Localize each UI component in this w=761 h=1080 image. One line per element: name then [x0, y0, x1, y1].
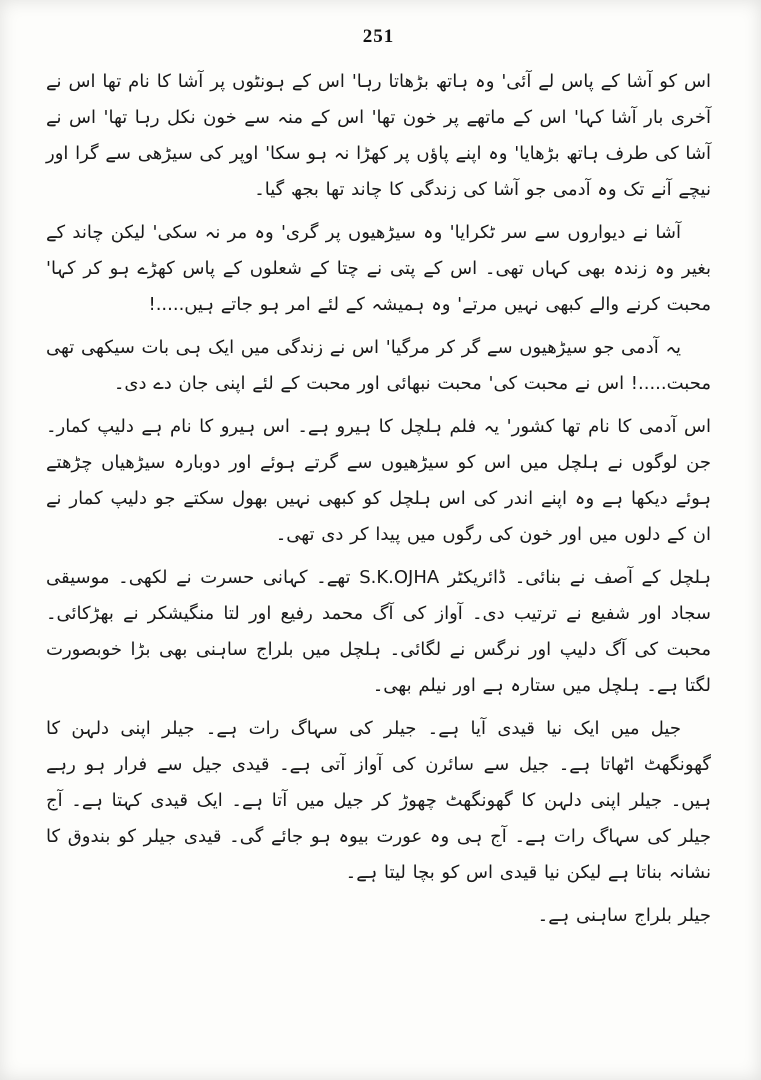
paragraph: ہلچل کے آصف نے بنائی۔ ڈائریکٹر S.K.OJHA تھے۔ کہانی حسرت نے لکھی۔ موسیقی سجاد اور شفیع نے ترتیب دی۔ آواز کی آگ محمد رفیع اور لتا منگیشکر نے بھڑکائی۔ محبت کی آگ دلیپ اور نرگس نے لگائی۔ ہلچل میں بلراج ساہنی بھی بڑا خوبصورت لگتا ہے۔ ہلچل میں ستارہ ہے اور نیلم بھی۔: [46, 567, 712, 696]
text-block: [46, 64, 711, 934]
paragraph: آشا نے دیواروں سے سر ٹکرایا' وہ سیڑھیوں پر گری' وہ مر نہ سکی' لیکن چاند کے بغیر وہ زندہ بھی کہاں تھی۔ اس کے پتی نے چتا کے شعلوں کے پاس کھڑے ہو کر کہا' محبت کرنے والے کبھی نہیں مرتے' وہ ہمیشہ کے لئے امر ہو جاتے ہیں.....!: [46, 222, 711, 315]
page-number: 251: [362, 26, 395, 47]
paragraph: اس آدمی کا نام تھا کشور' یہ فلم ہلچل کا ہیرو ہے۔ اس ہیرو کا نام ہے دلیپ کمار۔ جن لوگوں نے ہلچل میں اس کو سیڑھیوں سے گرتے ہوئے اور دوبارہ سیڑھیاں چڑھتے ہوئے دیکھا ہے وہ اپنے اندر کی اس ہلچل کو کبھی نہیں بھول سکتے جو دلیپ کمار نے ان کے دلوں میں اور خون کی رگوں میں پیدا کر دی تھی۔: [46, 416, 711, 545]
paragraph: جیلر بلراج ساہنی ہے۔: [537, 905, 711, 926]
paragraph: جیل میں ایک نیا قیدی آیا ہے۔ جیلر کی سہاگ رات ہے۔ جیلر اپنی دلہن کا گھونگھٹ اٹھاتا ہے۔ جیل سے سائرن کی آواز آتی ہے۔ قیدی جیل سے فرار ہو رہے ہیں۔ جیلر اپنی دلہن کا گھونگھٹ چھوڑ کر جیل میں آتا ہے۔ ایک قیدی کہتا ہے۔ آج جیلر کی سہاگ رات ہے۔ آج ہی وہ عورت بیوہ ہو جائے گی۔ قیدی جیلر کو بندوق کا نشانہ بناتا ہے لیکن نیا قیدی اس کو بچا لیتا ہے۔: [46, 718, 711, 883]
paragraph: اس کو آشا کے پاس لے آئی' وہ ہاتھ بڑھاتا رہا' اس کے ہونٹوں پر آشا کا نام تھا اس نے آخری بار آشا کہا' اس کے ماتھے پر خون تھا' اس کے منہ سے خون نکل رہا تھا' اس نے آشا کی طرف ہاتھ بڑھایا' وہ اپنے پاؤں پر کھڑا نہ ہو سکا' اوپر کی سیڑھی سے گرا اور نیچے آنے تک وہ آدمی جو آشا کی زندگی کا چاند تھا بجھ گیا۔: [46, 71, 711, 200]
paragraph: یہ آدمی جو سیڑھیوں سے گر کر مرگیا' اس نے زندگی میں ایک ہی بات سیکھی تھی محبت.....! اس نے محبت کی' محبت نبھائی اور محبت کے لئے اپنی جان دے دی۔: [46, 337, 711, 394]
